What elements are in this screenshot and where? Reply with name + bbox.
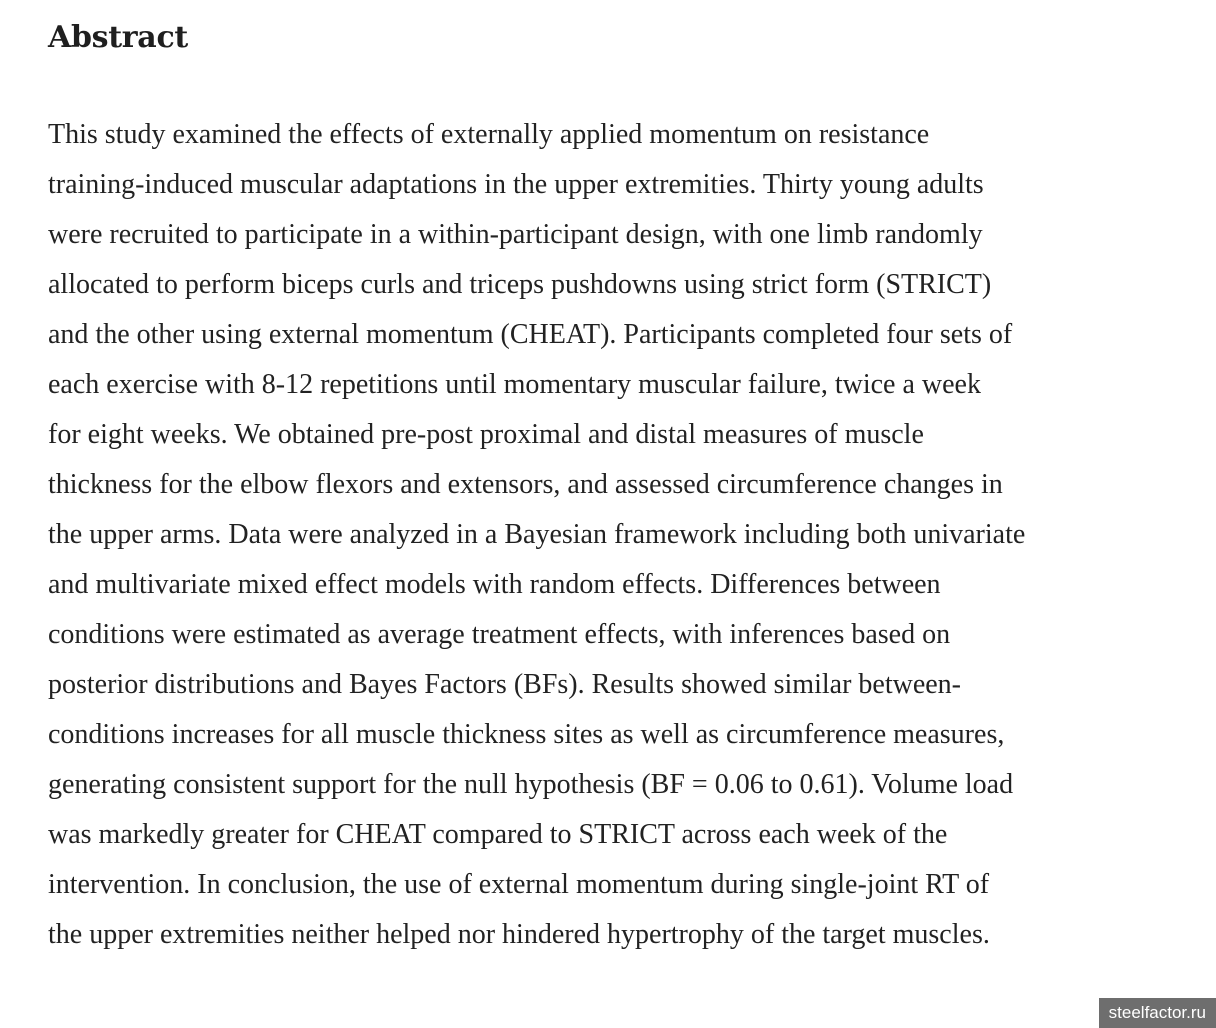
abstract-line: conditions were estimated as average treatment effects, with inferences based on — [48, 619, 951, 650]
abstract-line: conditions increases for all muscle thickness sites as well as circumference measures, — [48, 719, 1005, 750]
abstract-line: for eight weeks. We obtained pre-post proximal and distal measures of muscle — [48, 419, 924, 450]
abstract-line: the upper extremities neither helped nor hindered hypertrophy of the target muscles. — [48, 919, 990, 950]
abstract-line: and multivariate mixed effect models with random effects. Differences between — [48, 569, 941, 600]
site-watermark: steelfactor.ru — [1099, 998, 1216, 1028]
abstract-line: posterior distributions and Bayes Factors (BFs). Results showed similar between- — [48, 669, 961, 700]
abstract-line: allocated to perform biceps curls and triceps pushdowns using strict form (STRICT) — [48, 269, 992, 300]
abstract-section — [48, 16, 1188, 960]
abstract-line: This study examined the effects of externally applied momentum on resistance — [48, 119, 930, 150]
abstract-line: and the other using external momentum (CHEAT). Participants completed four sets of — [48, 319, 1013, 350]
abstract-line: training-induced muscular adaptations in the upper extremities. Thirty young adults — [48, 169, 984, 200]
abstract-paragraph — [48, 110, 1188, 960]
abstract-line: generating consistent support for the null hypothesis (BF = 0.06 to 0.61). Volume load — [48, 769, 1014, 800]
abstract-line: were recruited to participate in a within-participant design, with one limb randomly — [48, 219, 983, 250]
abstract-line: intervention. In conclusion, the use of external momentum during single-joint RT of — [48, 869, 990, 900]
abstract-line: was markedly greater for CHEAT compared to STRICT across each week of the — [48, 819, 948, 850]
abstract-line: each exercise with 8-12 repetitions until momentary muscular failure, twice a week — [48, 369, 981, 400]
abstract-heading: Abstract — [48, 20, 188, 55]
abstract-line: the upper arms. Data were analyzed in a Bayesian framework including both univariate — [48, 519, 1026, 550]
abstract-line: thickness for the elbow flexors and extensors, and assessed circumference changes in — [48, 469, 1003, 500]
